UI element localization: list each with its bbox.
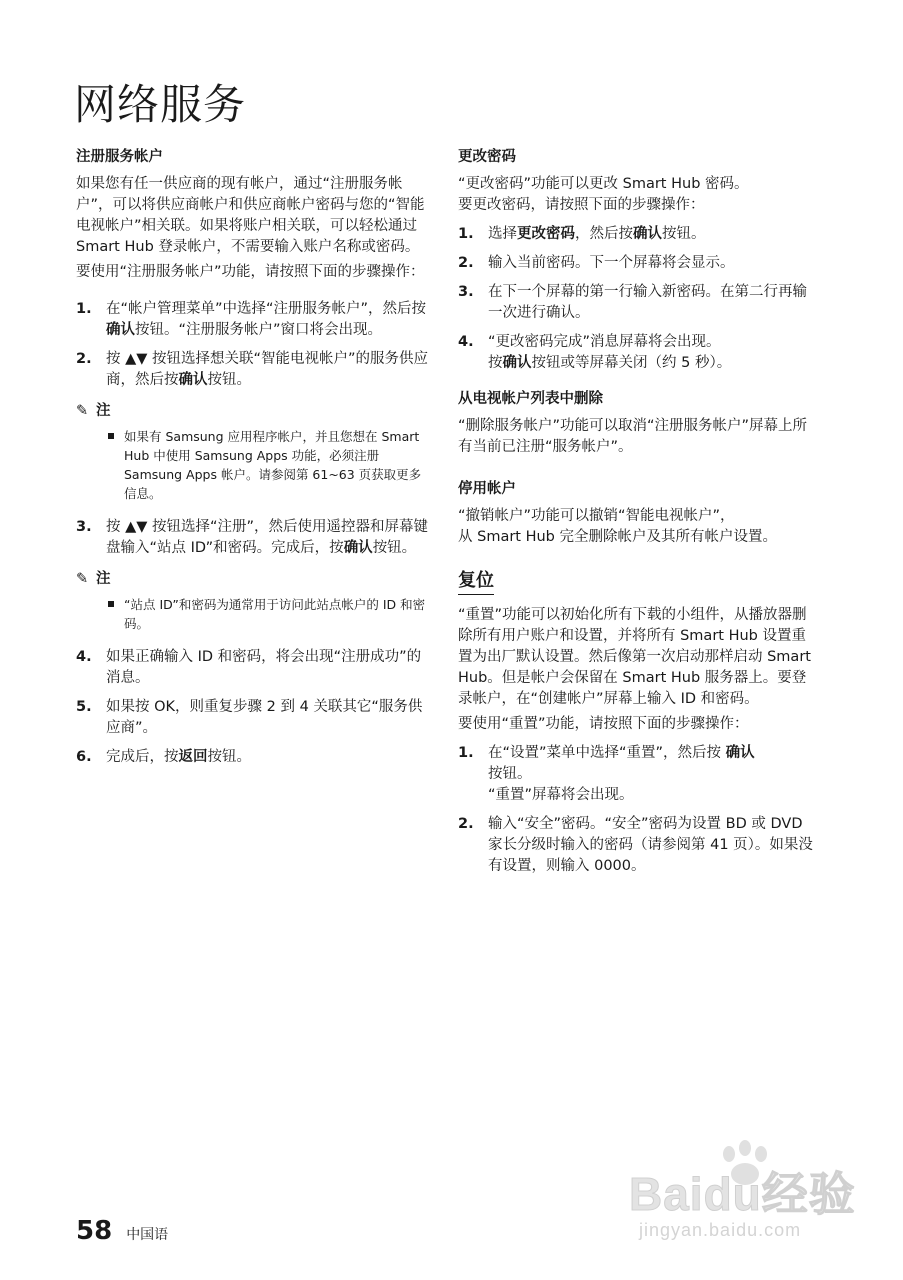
step-text: 输入当前密码。下一个屏幕将会显示。: [488, 255, 735, 271]
step-number: 4.: [458, 334, 474, 350]
deactivate-paragraph-1: “撤销帐户”功能可以撤销“智能电视帐户”，: [458, 508, 735, 524]
section-heading-change-password: 更改密码: [458, 149, 516, 165]
reset-usage-paragraph: 要使用“重置”功能，请按照下面的步骤操作：: [458, 716, 749, 732]
step-text: 在下一个屏幕的第一行输入新密码。在第二行再输一次进行确认。: [488, 284, 807, 321]
section-heading-delete-from-list: 从电视帐户列表中删除: [458, 391, 603, 407]
step-keyword: 确认: [725, 745, 755, 761]
step-text: 完成后，按: [106, 749, 179, 765]
section-heading-reset: 复位: [458, 570, 494, 595]
list-item: [458, 282, 814, 324]
step-text: 按: [488, 355, 503, 371]
reset-paragraph: “重置”功能可以初始化所有下载的小组件，从播放器删除所有用户账户和设置，并将所有 Smart Hub 设置重置为出厂默认设置。然后像第一次启动那样启动 Smart Hub。但是帐户会保留在 Smart Hub 服务器上。要登录帐户，在“创建帐户”屏幕上输入 ID 和密码。: [458, 607, 811, 707]
step-text: 在“帐户管理菜单”中选择“注册服务帐户”，然后按: [106, 301, 427, 317]
pencil-note-icon: ✎: [76, 571, 89, 587]
step-number: 5.: [76, 699, 92, 715]
list-item: [76, 747, 432, 768]
step-text: 按钮。: [488, 766, 532, 782]
step-number: 1.: [76, 301, 92, 317]
square-bullet-icon: [108, 601, 114, 607]
step-text: 按钮。“注册服务帐户”窗口将会出现。: [135, 322, 383, 338]
step-number: 1.: [458, 226, 474, 242]
page-number: 58: [76, 1216, 113, 1246]
right-column: [458, 148, 814, 885]
step-text: 按钮。: [372, 540, 417, 556]
step-text: 按 ▲▼ 按钮选择想关联“智能电视帐户”的服务供应商，然后按: [106, 351, 429, 388]
pencil-note-icon: ✎: [76, 403, 89, 419]
step-text: ，然后按: [575, 226, 633, 242]
list-item: [76, 349, 432, 391]
page-footer: [76, 1216, 168, 1246]
register-steps-list: [76, 299, 432, 391]
step-text: 如果正确输入 ID 和密码，将会出现“注册成功”的消息。: [106, 649, 422, 686]
note-text: “站点 ID”和密码为通常用于访问此站点帐户的 ID 和密码。: [124, 597, 426, 631]
square-bullet-icon: [108, 433, 114, 439]
step-keyword: 确认: [106, 322, 135, 338]
note-label: 注: [96, 571, 111, 587]
note-list: [76, 427, 432, 503]
step-text: 选择: [488, 226, 517, 242]
list-item: [76, 697, 432, 739]
change-password-steps: [458, 224, 814, 374]
note-heading: [76, 401, 432, 421]
watermark-url: jingyan.baidu.com: [639, 1220, 802, 1240]
register-steps-list-final: [76, 647, 432, 768]
change-password-paragraph: “更改密码”功能可以更改 Smart Hub 密码。: [458, 176, 749, 192]
step-keyword: 确认: [633, 226, 662, 242]
list-item: [76, 595, 432, 633]
step-number: 2.: [458, 255, 474, 271]
section-heading-deactivate-account: 停用帐户: [458, 481, 516, 497]
step-number: 1.: [458, 745, 474, 761]
step-keyword: 确认: [178, 372, 208, 388]
register-intro-paragraph: 如果您有任一供应商的现有帐户，通过“注册服务帐户”，可以将供应商帐户和供应商帐户密码与您的“智能电视帐户”相关联。如果将账户相关联，可以轻松通过 Smart Hub 登录帐户，不需要输入账户名称或密码。: [76, 176, 425, 255]
step-number: 2.: [76, 351, 92, 367]
note-label: 注: [96, 403, 111, 419]
step-text: 输入“安全”密码。“安全”密码为设置 BD 或 DVD 家长分级时输入的密码（请参阅第 41 页）。如果没有设置，则输入 0000。: [488, 816, 813, 874]
step-text: 在“设置”菜单中选择“重置”，然后按: [488, 745, 726, 761]
delete-account-paragraph: “删除服务帐户”功能可以取消“注册服务帐户”屏幕上所有当前已注册“服务帐户”。: [458, 418, 808, 455]
list-item: [458, 814, 814, 877]
step-keyword: 返回: [178, 749, 208, 765]
list-item: [458, 743, 814, 806]
step-text: 如果按 OK，则重复步骤 2 到 4 关联其它“服务供应商”。: [106, 699, 423, 736]
list-item: [458, 332, 814, 374]
step-text: 按 ▲▼ 按钮选择“注册”，然后使用遥控器和屏幕键盘输入“站点 ID”和密码。完成后，按: [106, 519, 429, 556]
register-steps-list-continued: [76, 517, 432, 559]
deactivate-paragraph-2: 从 Smart Hub 完全删除帐户及其所有帐户设置。: [458, 529, 777, 545]
step-text: “更改密码完成”消息屏幕将会出现。: [488, 334, 721, 350]
section-heading-register-account: 注册服务帐户: [76, 149, 163, 165]
step-number: 2.: [458, 816, 474, 832]
note-list: [76, 595, 432, 633]
change-password-usage: 要更改密码，请按照下面的步骤操作：: [458, 197, 705, 213]
step-keyword: 确认: [343, 540, 373, 556]
page-title: 网络服务: [74, 80, 247, 129]
baidu-watermark: [629, 1140, 859, 1250]
register-usage-paragraph: 要使用“注册服务帐户”功能，请按照下面的步骤操作：: [76, 264, 425, 280]
step-text: 按钮或等屏幕关闭（约 5 秒）。: [531, 355, 732, 371]
step-keyword: 确认: [502, 355, 532, 371]
step-keyword: 更改密码: [517, 226, 575, 242]
step-number: 3.: [458, 284, 474, 300]
left-column: [76, 148, 432, 776]
list-item: [76, 427, 432, 503]
note-text: 如果有 Samsung 应用程序帐户，并且您想在 Smart Hub 中使用 Samsung Apps 功能，必须注册 Samsung Apps 帐户。请参阅第 61~63 页获取更多信息。: [124, 429, 422, 501]
list-item: [76, 517, 432, 559]
step-number: 4.: [76, 649, 92, 665]
step-text: 按钮。: [662, 226, 706, 242]
list-item: [76, 647, 432, 689]
list-item: [458, 253, 814, 274]
step-text: 按钮。: [207, 372, 251, 388]
step-text: 按钮。: [207, 749, 251, 765]
list-item: [76, 299, 432, 341]
list-item: [458, 224, 814, 245]
reset-steps: [458, 743, 814, 877]
step-number: 3.: [76, 519, 92, 535]
note-heading: [76, 569, 432, 589]
language-label: 中国语: [126, 1227, 169, 1243]
watermark-brand: Baidu经验: [629, 1168, 856, 1220]
step-text: “重置”屏幕将会出现。: [488, 787, 634, 803]
step-number: 6.: [76, 749, 92, 765]
